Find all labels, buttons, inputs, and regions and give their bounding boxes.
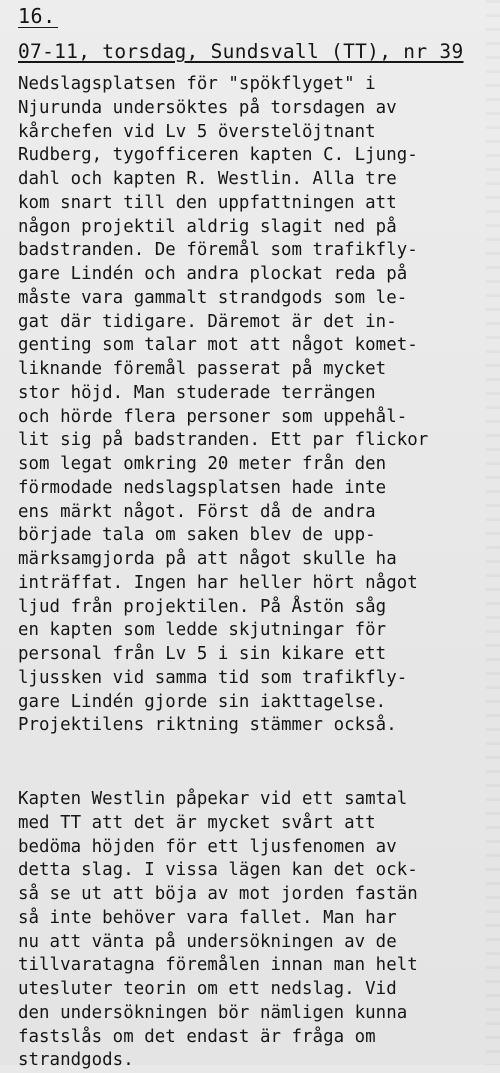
text-line: strandgods. <box>18 1050 134 1071</box>
text-line: liknande föremål passerat på mycket <box>18 359 387 379</box>
text-line: genting som talar mot att något komet- <box>18 335 418 356</box>
text-line: Projektilens riktning stämmer också. <box>18 715 397 736</box>
text-line: med TT att det är mycket svårt att <box>18 812 376 833</box>
text-line: den undersökningen bör nämligen kunna <box>18 1002 408 1023</box>
text-line: fastslås om det endast är fråga om <box>18 1026 376 1047</box>
text-line: ljussken vid samma tid som trafikfly- <box>18 667 408 688</box>
text-line: märksamgjorda på att något skulle ha <box>18 549 397 569</box>
text-line: så se ut att böja av mot jorden fastän <box>18 884 418 904</box>
text-line: dahl och kapten R. Westlin. Alla tre <box>18 169 397 189</box>
paragraph-2 <box>18 788 418 1073</box>
text-line: någon projektil aldrig slagit ned på <box>18 216 397 237</box>
text-line: detta slag. I vissa lägen kan det ock- <box>18 860 418 881</box>
text-line: lit sig på badstranden. Ett par flickor <box>18 430 429 451</box>
text-line: och hörde flera personer som uppehål- <box>18 406 408 427</box>
text-line: ens märkt något. Först då de andra <box>18 501 376 522</box>
paragraph-1 <box>18 73 428 738</box>
text-line: utesluter teorin om ett nedslag. Vid <box>18 979 397 999</box>
text-line: gat där tidigare. Däremot är det in- <box>18 311 397 332</box>
text-line: gare Lindén gjorde sin iakttagelse. <box>18 691 387 712</box>
text-line: inträffat. Ingen har heller hört något <box>18 572 418 593</box>
text-line: började tala om saken blev de upp- <box>18 525 376 546</box>
text-line: ljud från projektilen. På Åstön såg <box>18 596 387 617</box>
text-line: badstranden. De föremål som trafikfly- <box>18 240 418 261</box>
text-line: personal från Lv 5 i sin kikare ett <box>18 644 387 664</box>
text-line: stor höjd. Man studerade terrängen <box>18 382 376 403</box>
text-line: så inte behöver vara fallet. Man har <box>18 907 397 928</box>
text-line: måste vara gammalt strandgods som le- <box>18 287 408 308</box>
text-line: förmodade nedslagsplatsen hade inte <box>18 477 387 498</box>
page-number: 16. <box>18 4 56 28</box>
page-edge-bleed <box>486 0 500 1065</box>
text-line: bedöma höjden för ett ljusfenomen av <box>18 836 397 857</box>
text-line: Kapten Westlin påpekar vid ett samtal <box>18 789 408 809</box>
text-line: kårchefen vid Lv 5 överstelöjtnant <box>18 121 376 142</box>
text-line: nu att vänta på undersökningen av de <box>18 931 397 952</box>
text-line: Rudberg, tygofficeren kapten C. Ljung- <box>18 145 418 166</box>
article-dateline: 07-11, torsdag, Sundsvall (TT), nr 39 <box>18 40 464 63</box>
text-line: Njurunda undersöktes på torsdagen av <box>18 97 397 118</box>
text-line: kom snart till den uppfattningen att <box>18 192 397 213</box>
text-line: Nedslagsplatsen för "spökflyget" i <box>18 74 376 94</box>
text-line: som legat omkring 20 meter från den <box>18 454 387 474</box>
text-line: tillvaratagna föremålen innan man helt <box>18 955 418 976</box>
text-line: en kapten som ledde skjutningar för <box>18 620 387 641</box>
text-line: gare Lindén och andra plockat reda på <box>18 264 408 284</box>
